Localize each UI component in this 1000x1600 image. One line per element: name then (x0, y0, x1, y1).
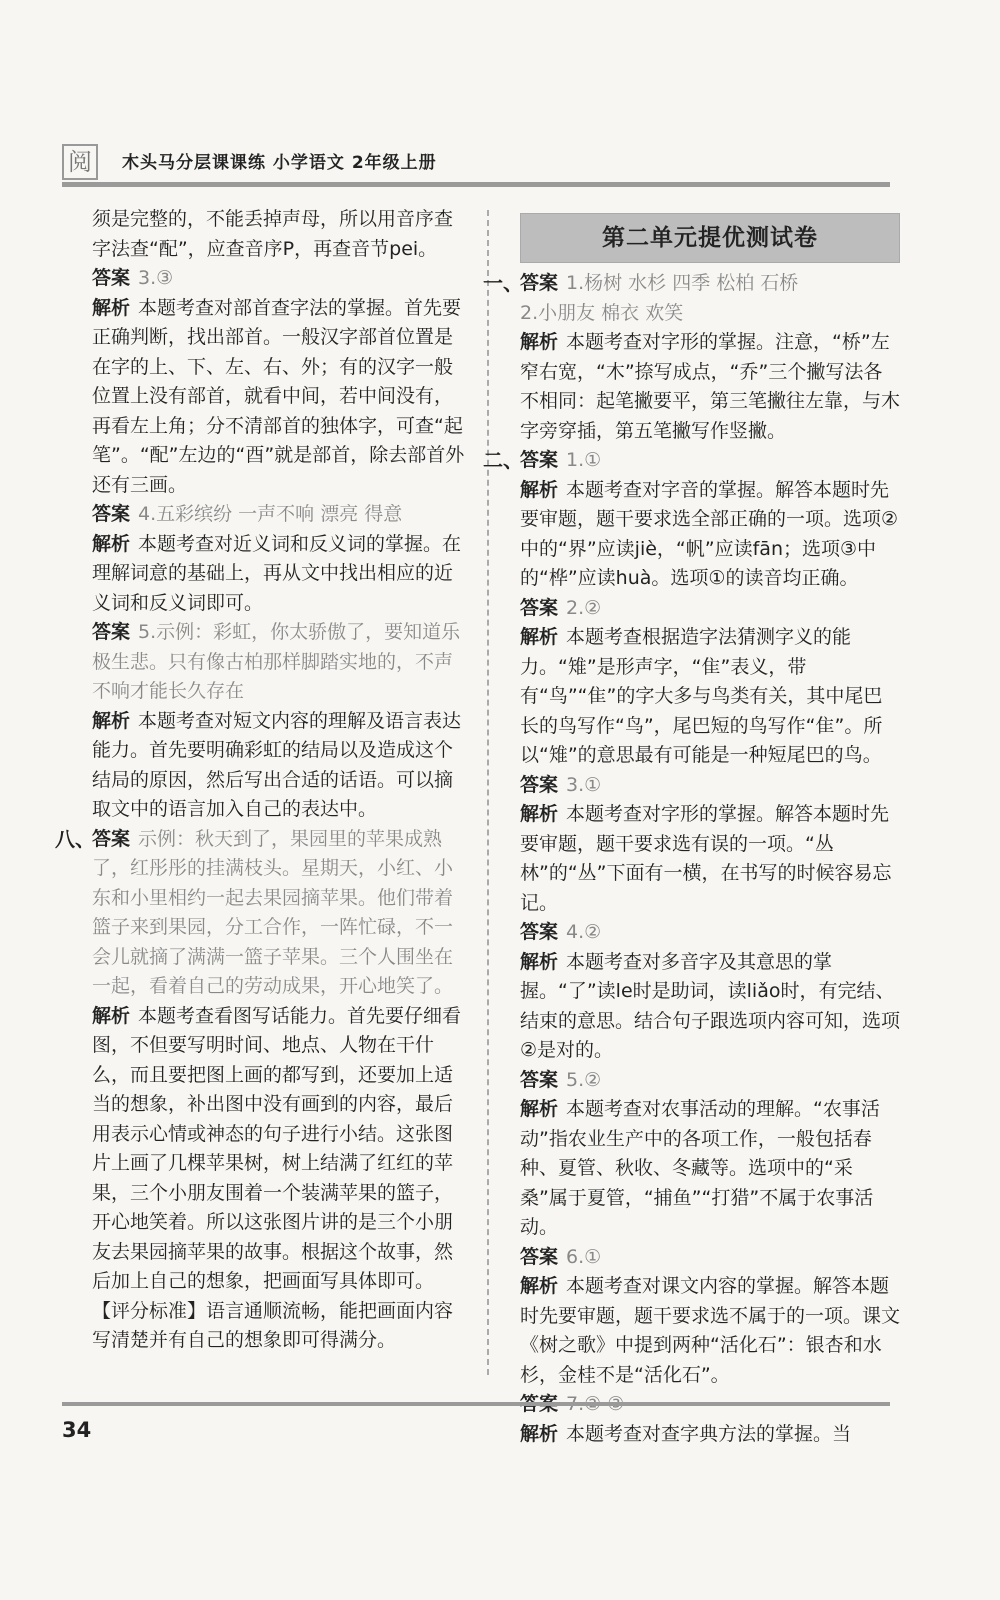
analysis-text: 本题考查对多音字及其意思的掌握。“了”读le时是助词，读liǎo时，有完结、结束的意思。结合句子跟选项内容可知，选项②是对的。 (520, 950, 901, 1061)
section-number: 二、 (483, 448, 523, 472)
analysis-text: 本题考查对查字典方法的掌握。当 (566, 1422, 852, 1445)
analysis-text: 本题考查看图写话能力。首先要仔细看图，不但要写明时间、地点、人物在干什么，而且要把图上画的都写到，还要加上适当的想象，补出图中没有画到的内容，最后用表示心情或神态的句子进行小结。这张图片上画了几棵苹果树，树上结满了红红的苹果，三个小朋友围着一个装满苹果的篮子，开心地笑着。所以这张图片讲的是三个小朋友去果园摘苹果的故事。根据这个故事，然后加上自己的想象，把画面写具体即可。 (92, 1004, 462, 1292)
analysis-text: 本题考查对农事活动的理解。“农事活动”指农业生产中的各项工作，一般包括春种、夏管、秋收、冬藏等。选项中的“采桑”属于夏管，“捕鱼”“打猎”不属于农事活动。 (520, 1098, 880, 1238)
section-8 (55, 825, 470, 1356)
analysis-label: 解析 (92, 532, 131, 555)
right-column (483, 205, 901, 1449)
analysis-label: 解析 (520, 1422, 559, 1445)
analysis-text: 须是完整的，不能丢掉声母，所以用音序查字法查“配”，应查音序P，再查音节pei。 (92, 208, 454, 260)
answer-text: 4.五彩缤纷 一声不响 漂亮 得意 (138, 503, 403, 525)
unit-test-title: 第二单元提优测试卷 (520, 213, 900, 263)
header-rule (62, 182, 890, 187)
series-logo: 阅 (62, 144, 98, 180)
answer-text: 1.① (566, 449, 602, 471)
analysis-label: 解析 (520, 803, 559, 825)
answer-label: 答案 (520, 1068, 559, 1091)
answer-text: 2.小朋友 棉衣 欢笑 (520, 301, 684, 324)
column-divider (487, 210, 489, 1375)
answer-block-q2-continued (92, 205, 470, 264)
analysis-text: 本题考查根据造字法猜测字义的能力。“雉”是形声字，“隹”表义，带有“鸟”“隹”的字大多与鸟类有关，其中尾巴长的鸟写作“鸟”，尾巴短的鸟写作“隹”。所以“雉”的意思最有可能是一种短尾巴的鸟。 (520, 626, 883, 766)
answer-label: 答案 (92, 827, 131, 850)
analysis-label: 解析 (92, 1004, 131, 1027)
section-1 (483, 269, 901, 446)
analysis-label: 解析 (520, 950, 559, 973)
analysis-label: 解析 (520, 1275, 559, 1297)
analysis-text: 本题考查对字形的掌握。注意，“桥”左窄右宽，“木”捺写成点，“乔”三个撇写法各不相同：起笔撇要平，第三笔撇往左靠，与木字旁穿插，第五笔撇写作竖撇。 (520, 331, 901, 442)
analysis-label: 解析 (520, 1098, 559, 1120)
answer-text: 示例：秋天到了，果园里的苹果成熟了，红彤彤的挂满枝头。星期天，小红、小东和小里相约一起去果园摘苹果。他们带着篮子来到果园，分工合作，一阵忙碌，不一会儿就摘了满满一篮子苹果。三个人围坐在一起，看着自己的劳动成果，开心地笑了。 (92, 827, 454, 997)
analysis-label: 解析 (92, 709, 131, 732)
page-header (62, 140, 890, 184)
analysis-label: 解析 (520, 331, 559, 353)
answer-text: 3.① (566, 773, 602, 796)
answer-block-q5 (92, 618, 470, 825)
analysis-label: 解析 (92, 296, 131, 319)
answer-label: 答案 (520, 449, 559, 471)
answer-text: 1.杨树 水杉 四季 松柏 石桥 (566, 272, 799, 294)
answer-text: 6.① (566, 1245, 602, 1268)
section-2 (483, 446, 901, 1449)
answer-text: 4.② (566, 921, 602, 943)
page-number: 34 (62, 1418, 92, 1442)
analysis-text: 本题考查对短文内容的理解及语言表达能力。首先要明确彩虹的结局以及造成这个结局的原因，然后写出合适的话语。可以摘取文中的语言加入自己的表达中。 (92, 709, 462, 820)
section-number: 一、 (483, 271, 523, 295)
scoring-criteria: 【评分标准】语言通顺流畅，能把画面内容写清楚并有自己的想象即可得满分。 (92, 1299, 454, 1351)
analysis-label: 解析 (520, 478, 559, 501)
answer-label: 答案 (92, 503, 131, 525)
analysis-text: 本题考查对字形的掌握。解答本题时先要审题，题干要求选有误的一项。“丛林”的“丛”下面有一横，在书写的时候容易忘记。 (520, 803, 892, 914)
analysis-text: 本题考查对近义词和反义词的掌握。在理解词意的基础上，再从文中找出相应的近义词和反义词即可。 (92, 532, 462, 614)
answer-label: 答案 (520, 921, 559, 943)
analysis-text: 本题考查对部首查字法的掌握。首先要正确判断，找出部首。一般汉字部首位置是在字的上、下、左、右、外；有的汉字一般位置上没有部首，就看中间，若中间没有，再看左上角；分不清部首的独体字，可查“起笔”。“配”左边的“酉”就是部首，除去部首外还有三画。 (92, 296, 465, 496)
footer-rule (62, 1402, 890, 1406)
answer-label: 答案 (92, 621, 131, 643)
series-title: 木头马分层课课练 小学语文 2年级上册 (122, 153, 437, 173)
answer-label: 答案 (520, 596, 559, 619)
answer-text: 2.② (566, 596, 602, 619)
answer-block-q4 (92, 500, 470, 618)
answer-label: 答案 (520, 1245, 559, 1268)
answer-text: 5.② (566, 1068, 602, 1091)
section-number: 八、 (55, 826, 95, 851)
answer-text: 3.③ (138, 267, 174, 289)
analysis-text: 本题考查对课文内容的掌握。解答本题时先要审题，题干要求选不属于的一项。课文《树之歌》中提到两种“活化石”：银杏和水杉，金桂不是“活化石”。 (520, 1275, 901, 1386)
analysis-text: 本题考查对字音的掌握。解答本题时先要审题，题干要求选全部正确的一项。选项②中的“界”应读jiè，“帆”应读fān；选项③中的“桦”应读huà。选项①的读音均正确。 (520, 478, 899, 589)
answer-block-q3 (92, 264, 470, 500)
left-column (55, 205, 470, 1356)
answer-label: 答案 (92, 267, 131, 289)
answer-label: 答案 (520, 773, 559, 796)
answer-label: 答案 (520, 272, 559, 294)
answer-text: 5.示例：彩虹，你太骄傲了，要知道乐极生悲。只有像古柏那样脚踏实地的，不声不响才能长久存在 (92, 621, 461, 702)
analysis-label: 解析 (520, 626, 559, 648)
